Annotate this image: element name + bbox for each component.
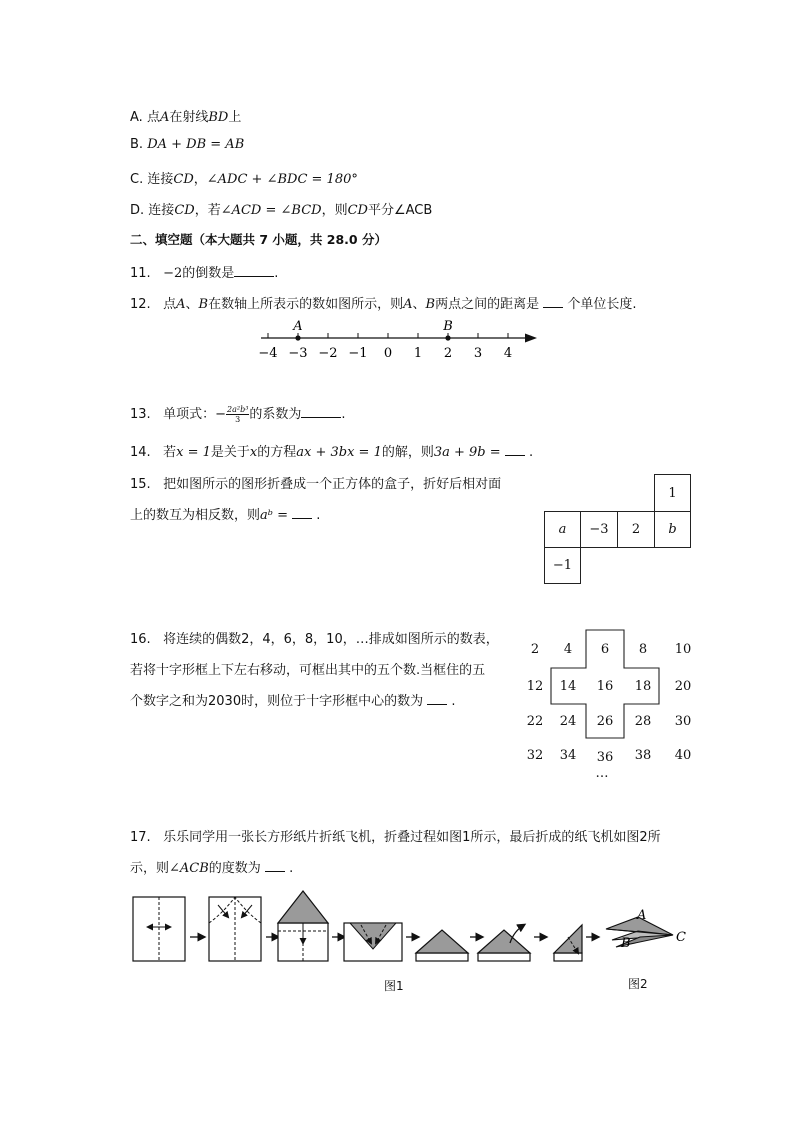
option-b: B. DA + DB = AB: [130, 137, 245, 152]
option-c: C. 连接CD，∠ADC + ∠BDC = 180°: [130, 172, 358, 187]
question-17-line2: 示，则∠ACB的度数为 .: [130, 861, 294, 876]
answer-blank[interactable]: [265, 859, 285, 872]
paper-folding-figure: [128, 885, 698, 985]
question-16-line2: 若将十字形框上下左右移动，可框出其中的五个数.当框住的五: [130, 663, 486, 678]
fold-step-7: [554, 925, 582, 961]
table-ellipsis: …: [595, 766, 609, 781]
fold-step-4: [344, 923, 402, 961]
fold-step-1: [133, 897, 185, 961]
number-line-tick-label: 2: [443, 346, 453, 361]
number-line-tick-label: 3: [473, 346, 483, 361]
option-d: D. 连接CD，若∠ACD = ∠BCD，则CD平分∠ACB: [130, 203, 433, 218]
table-cell: 38: [634, 748, 652, 763]
table-cell: 20: [674, 679, 692, 694]
net-cell: a: [544, 511, 581, 548]
table-cell: 36: [596, 750, 614, 765]
fold-step-2: [209, 897, 261, 961]
arrow-icon: [525, 334, 537, 343]
question-16-line1: 16. 将连续的偶数2，4，6，8，10，…排成如图所示的数表，: [130, 632, 499, 647]
number-line-ticks: [258, 319, 512, 361]
plane-label-a: A: [637, 908, 647, 923]
fold-step-3: [278, 891, 328, 961]
table-cell: 16: [596, 679, 614, 694]
fold-step-6: [478, 925, 530, 961]
answer-blank[interactable]: [234, 264, 274, 277]
number-line-tick-label: −3: [288, 346, 308, 361]
figure-1-caption: 图1: [384, 979, 404, 993]
net-cell: 1: [654, 474, 691, 512]
number-line: [255, 312, 545, 364]
question-17-line1: 17. 乐乐同学用一张长方形纸片折纸飞机，折叠过程如图1所示，最后折成的纸飞机如图2所: [130, 830, 661, 845]
question-15-line2: 上的数互为相反数，则aᵇ = .: [130, 508, 321, 523]
number-line-tick-label: 1: [413, 346, 423, 361]
question-11: 11. −2的倒数是 .: [130, 266, 279, 281]
even-number-table: [515, 628, 705, 788]
table-cell: 24: [559, 714, 577, 729]
net-cell: −1: [544, 547, 581, 584]
table-cell: 8: [638, 642, 648, 657]
table-cell: 14: [559, 679, 577, 694]
number-line-point: [295, 335, 300, 340]
number-line-tick-label: −2: [318, 346, 338, 361]
answer-blank[interactable]: [301, 405, 341, 418]
question-14: 14. 若x = 1是关于x的方程ax + 3bx = 1的解，则3a + 9b = .: [130, 445, 534, 460]
net-cell: b: [654, 511, 691, 548]
net-cell: 2: [617, 511, 655, 548]
number-line-tick-label: 4: [503, 346, 513, 361]
plane-label-b: B: [621, 936, 631, 951]
number-line-tick-label: 0: [383, 346, 393, 361]
table-cell: 40: [674, 748, 692, 763]
table-cell: 34: [559, 748, 577, 763]
option-a: A. 点A在射线BD上: [130, 110, 242, 125]
figure-2-caption: 图2: [628, 977, 648, 991]
table-cell: 32: [526, 748, 544, 763]
answer-blank[interactable]: [427, 692, 447, 705]
answer-blank[interactable]: [292, 506, 312, 519]
question-16-line3: 个数字之和为2030时，则位于十字形框中心的数为 .: [130, 694, 456, 709]
table-cell: 12: [526, 679, 544, 694]
table-cell: 6: [600, 642, 610, 657]
cube-net: [544, 474, 694, 586]
table-cell: 30: [674, 714, 692, 729]
number-line-point-label: A: [293, 319, 303, 334]
table-cell: 22: [526, 714, 544, 729]
fold-step-5: [416, 930, 468, 961]
answer-blank[interactable]: [543, 295, 563, 308]
table-cell: 10: [674, 642, 692, 657]
question-13: 13. 单项式：− $\frac{\text{2a²b³}}{3}$ 的系数为 .: [130, 405, 346, 424]
coefficient-fraction: $\frac{\text{2a²b³}}{3}$: [227, 405, 249, 424]
table-cell: 4: [563, 642, 573, 657]
answer-blank[interactable]: [505, 443, 525, 456]
question-15-line1: 15. 把如图所示的图形折叠成一个正方体的盒子，折好后相对面: [130, 477, 502, 492]
question-12: 12. 点A、B在数轴上所表示的数如图所示，则A、B两点之间的距离是 个单位长度.: [130, 297, 637, 312]
plane-label-c: C: [676, 930, 686, 945]
number-line-tick-label: −4: [258, 346, 278, 361]
number-line-tick-label: −1: [348, 346, 368, 361]
table-cell: 28: [634, 714, 652, 729]
section-title: 二、填空题（本大题共 7 小题，共 28.0 分）: [130, 232, 387, 247]
table-cell: 18: [634, 679, 652, 694]
number-line-point: [445, 335, 450, 340]
net-cell: −3: [580, 511, 618, 548]
table-cell: 2: [530, 642, 540, 657]
table-cell: 26: [596, 714, 614, 729]
number-line-point-label: B: [443, 319, 453, 334]
